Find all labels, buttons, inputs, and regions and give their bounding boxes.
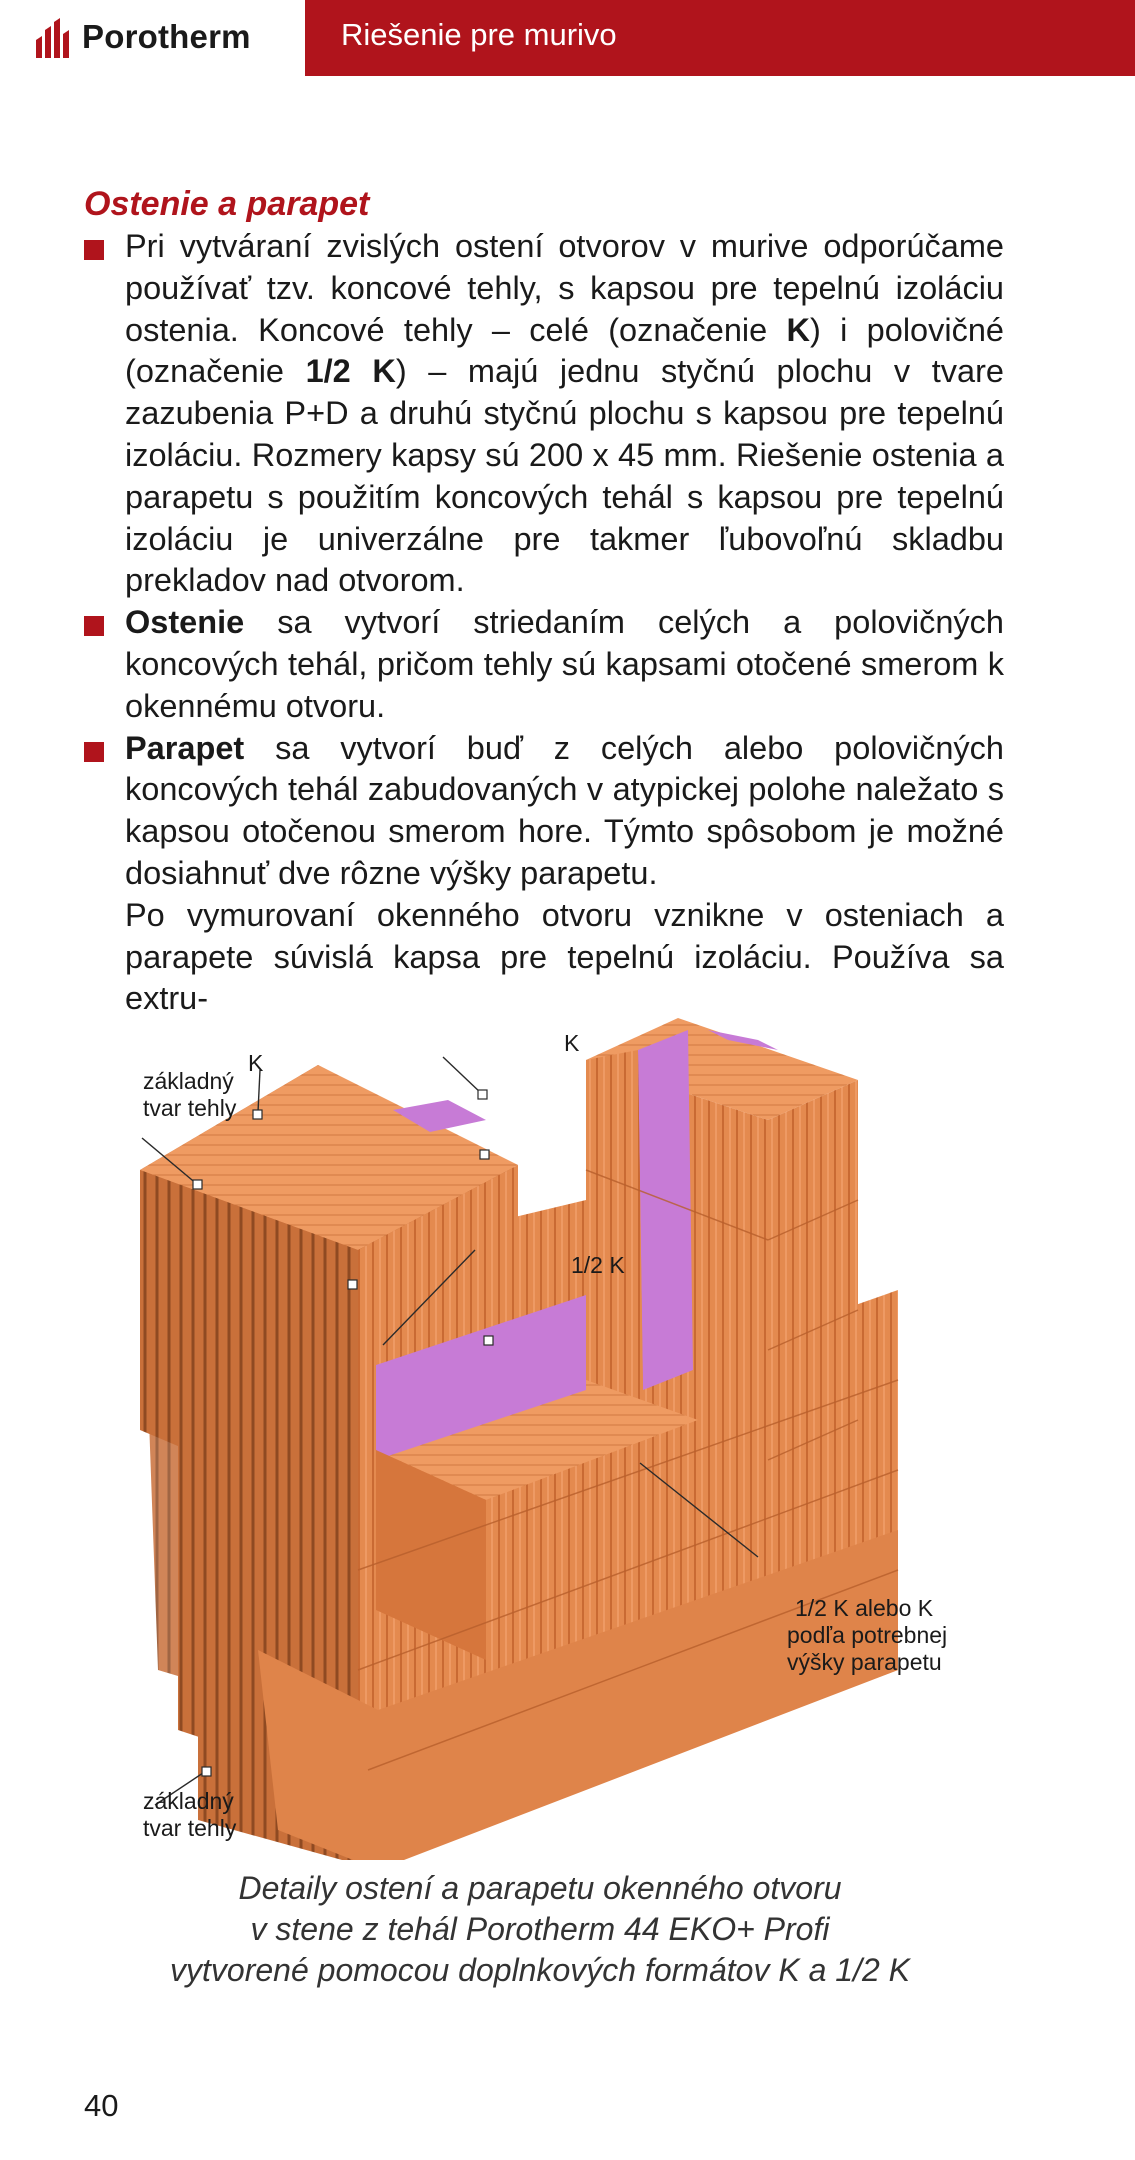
header-band [305, 0, 1135, 76]
brick-wall-diagram [118, 1010, 968, 1860]
bullet-list [84, 226, 1004, 1020]
caption-line: Detaily ostení a parapetu okenného otvoru [238, 1870, 842, 1906]
page-header [0, 0, 1135, 76]
item-continuation: Po vymurovaní okenného otvoru vznikne v osteniach a parapete súvislá kapsa pre tepelnú izoláciu. Používa sa extru- [125, 896, 1004, 1017]
brand-name: Porotherm [82, 18, 251, 55]
item-bold: 1/2 K [305, 353, 396, 390]
brand-logo [34, 14, 251, 60]
item-lead: Parapet [125, 729, 245, 766]
label-k-right: K [564, 1030, 580, 1056]
label-half-k: 1/2 K [571, 1252, 625, 1278]
label-basic-brick-bottom: základný tvar tehly [143, 1788, 237, 1841]
item-text: ) i polovičné (označenie [125, 311, 1004, 390]
article-title: Ostenie a parapet [84, 185, 370, 223]
section-heading: Riešenie pre murivo [341, 17, 617, 52]
label-parapet-line3: výšky parapetu [787, 1649, 942, 1675]
label-basic-brick-top: základný tvar tehly [143, 1068, 237, 1121]
list-item [84, 602, 1004, 727]
label-parapet-line2: podľa potrebnej [787, 1622, 948, 1648]
item-bold: K [786, 311, 811, 348]
item-text: ) – majú jednu styčnú plochu v tvare zazubenia P+D a druhú styčnú plochu s kapsou pre tepelnú izoláciu. Rozmery kapsy sú 200 x 45 mm. Riešenie ostenia a parapetu s použitím koncových tehál s kapsou pre tepelnú izoláciu je univerzálne pre takmer ľubovoľnú skladbu prekladov nad otvorom. [125, 353, 1004, 599]
bullet-square-icon [84, 240, 104, 260]
item-text: sa vytvorí buď z celých alebo polovičných koncových tehál zabudovaných v atypickej polohe naležato s kapsou otočenou smerom hore. Týmto spôsobom je možné dosiahnuť dve rôzne výšky parapetu. [125, 729, 1004, 891]
figure-caption [130, 1868, 950, 1991]
label-k-left: K [248, 1050, 264, 1076]
item-text: sa vytvorí striedaním celých a polovičných koncových tehál, pričom tehly sú kapsami otočené smerom k okennému otvoru. [125, 604, 1004, 724]
porotherm-logo-icon [34, 16, 74, 58]
caption-line: v stene z tehál Porotherm 44 EKO+ Profi [250, 1911, 830, 1947]
bullet-square-icon [84, 742, 104, 762]
list-item [84, 226, 1004, 602]
list-item [84, 728, 1004, 1021]
caption-line: vytvorené pomocou doplnkových formátov K a 1/2 K [170, 1952, 910, 1988]
page-number: 40 [84, 2088, 119, 2123]
bullet-square-icon [84, 616, 104, 636]
item-text: Pri vytváraní zvislých ostení otvorov v murive odporúčame používať tzv. koncové tehly, s kapsou pre tepelnú izoláciu ostenia. Koncové tehly – celé (označenie [125, 228, 1004, 348]
label-parapet-line1: 1/2 K alebo K [795, 1595, 934, 1621]
item-lead: Ostenie [125, 604, 245, 641]
wall-illustration [118, 1010, 968, 1860]
